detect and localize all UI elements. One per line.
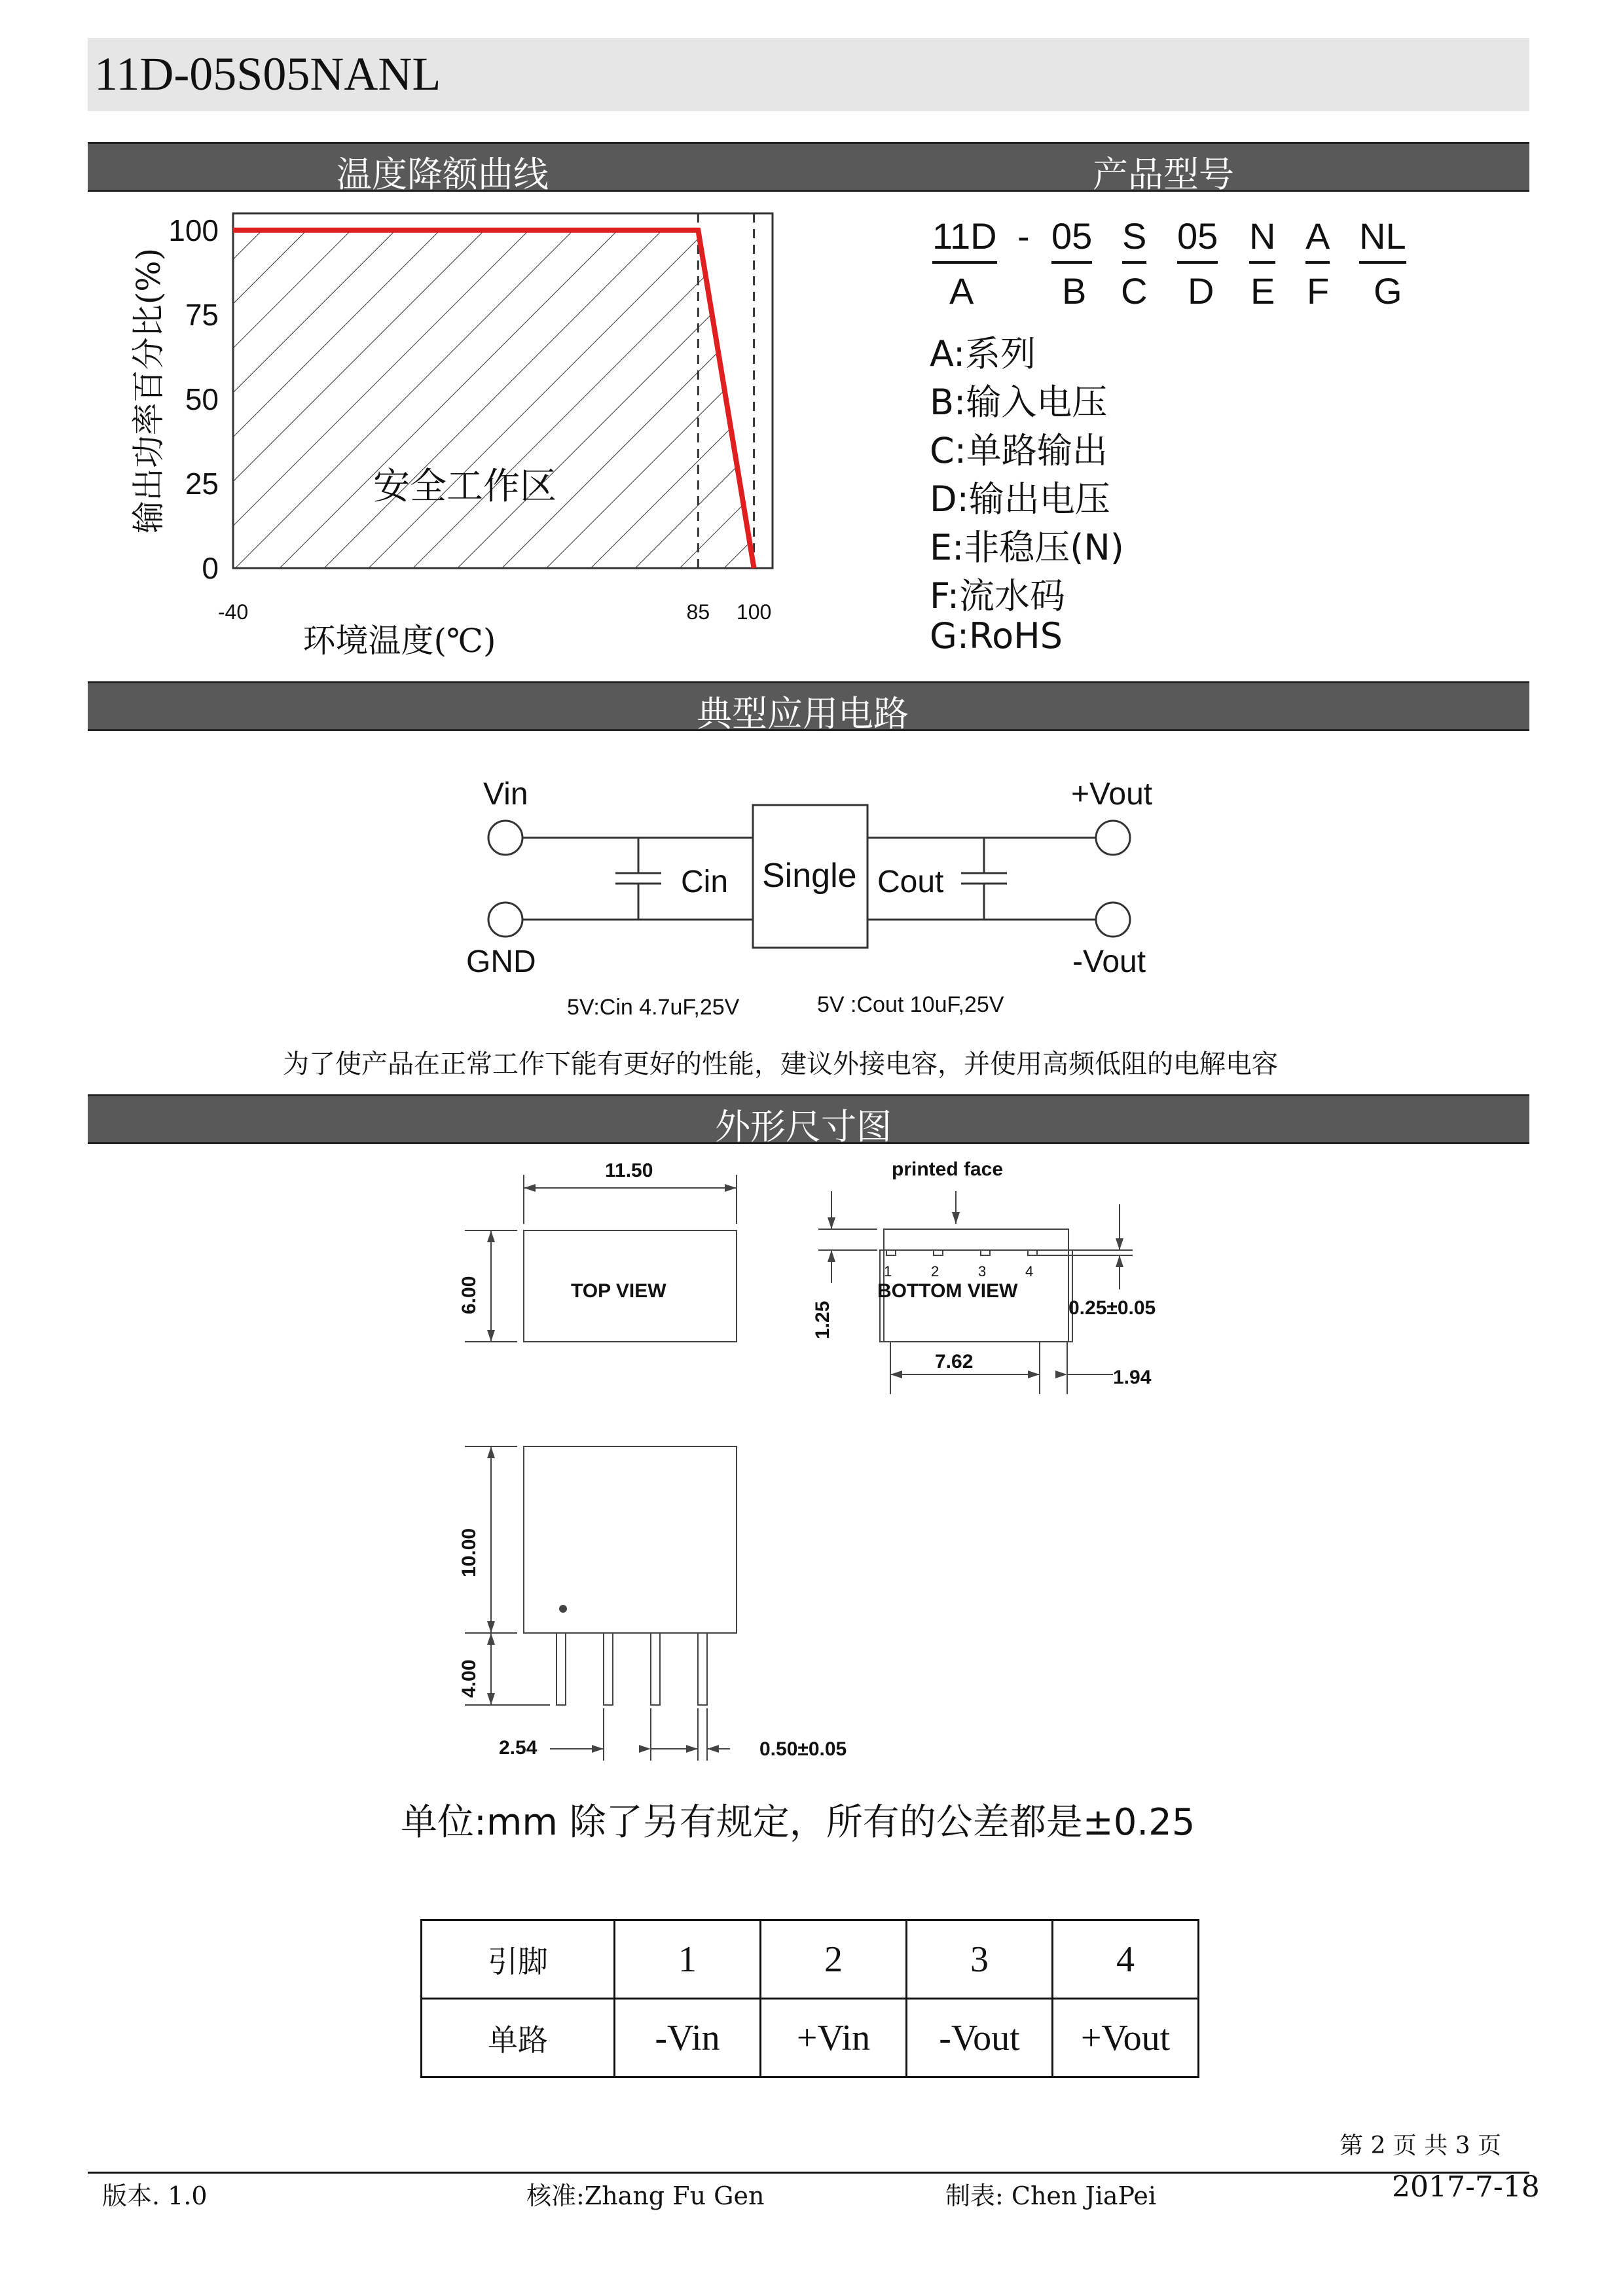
section-title-dimensions: 外形尺寸图 [715,1106,892,1147]
side-view-drawing [452,1433,884,1774]
single-row-label: 单路 [422,1999,615,2077]
pin-num-3: 3 [978,1263,987,1280]
legend-d: D:输出电压 [930,478,1110,520]
code-letter-e: E [1250,270,1275,312]
vout-neg-terminal [1096,903,1130,937]
pin-pad-4 [1028,1250,1037,1255]
pin-num-1: 1 [884,1263,892,1280]
section-header-dimensions [88,1094,1529,1147]
legend-b: B:输入电压 [930,382,1108,423]
pin-number-2: 2 [761,1920,907,1999]
y-tick-label: 25 [185,466,219,501]
vin-terminal [488,821,522,855]
pin-2 [604,1633,613,1705]
dim-width: 11.50 [605,1160,653,1181]
cin-label: Cin [681,865,729,899]
pin-num-2: 2 [931,1263,939,1280]
code-separator: - [1017,215,1030,257]
vout-pos-terminal [1096,821,1130,855]
footer-prepared: 制表: Chen JiaPei [945,2181,1157,2210]
pin-function-3: -Vout [907,1999,1053,2077]
page-number: 第 2 页 共 3 页 [1340,2132,1502,2159]
gnd-terminal [488,903,522,937]
pin-header-label: 引脚 [422,1920,615,1999]
pin-pad-2 [934,1250,943,1255]
document-title: 11D-05S05NANL [94,48,441,100]
footer-divider [88,2172,1529,2174]
code-letter-a: A [949,270,974,312]
x-axis-label: 环境温度(℃) [302,622,496,660]
pin-function-1: -Vin [615,1999,761,2077]
top-view-drawing [452,1152,766,1374]
table-row [422,1999,1199,2077]
pin-pad-3 [981,1250,990,1255]
dim-pin-pitch: 2.54 [499,1737,538,1759]
cout-label: Cout [877,865,944,899]
dim-height: 10.00 [458,1528,480,1577]
pin-number-4: 4 [1053,1920,1199,1999]
bottom-view-label: BOTTOM VIEW [877,1280,1018,1302]
gnd-label: GND [466,944,536,979]
cout-note: 5V :Cout 10uF,25V [817,992,1004,1017]
code-serial: A [1305,215,1330,264]
x-tick-label: 85 [686,600,710,624]
legend-g: G:RoHS [930,615,1063,656]
code-letter-d: D [1188,270,1214,312]
footer-approved: 核准:Zhang Fu Gen [526,2181,765,2210]
code-rohs: NL [1359,215,1406,264]
section-title-derating: 温度降额曲线 [337,154,549,195]
footer-date: 2017-7-18 [1392,2170,1540,2204]
title-bar [88,38,1529,111]
capacitor-advice: 为了使产品在正常工作下能有更好的性能，建议外接电容，并使用高频低阻的电解电容 [283,1049,1278,1079]
dim-pin-length: 4.00 [458,1659,480,1698]
code-output-type: S [1122,215,1146,264]
pin-table [420,1919,1199,2078]
code-series: 11D [932,215,997,264]
y-tick-label: 100 [168,213,219,247]
module-label: Single [762,857,857,895]
pin-num-4: 4 [1025,1263,1034,1280]
code-input-voltage: 05 [1051,215,1092,264]
cin-note: 5V:Cin 4.7uF,25V [567,995,740,1020]
x-tick-label: -40 [217,600,249,624]
unit-note: 单位:mm 除了另有规定，所有的公差都是±0.25 [401,1801,1195,1844]
pin-function-4: +Vout [1053,1999,1199,2077]
code-letter-f: F [1307,270,1330,312]
y-axis-label: 输出功率百分比(%) [130,247,168,534]
code-letter-b: B [1062,270,1087,312]
section-title-model: 产品型号 [1093,154,1234,195]
legend-e: E:非稳压(N) [930,527,1124,568]
safe-area-annotation: 安全工作区 [373,465,556,508]
vin-label: Vin [483,777,528,812]
vout-pos-label: +Vout [1071,777,1153,812]
safe-area-fill [233,230,754,568]
y-tick-label: 75 [185,297,219,332]
section-header-derating-model [88,142,1529,195]
table-row [422,1920,1199,1999]
code-letter-c: C [1121,270,1148,312]
pin-function-2: +Vin [761,1999,907,2077]
pin-3 [651,1633,660,1705]
legend-a: A:系列 [930,333,1036,374]
pin1-marker [559,1605,567,1613]
y-tick-label: 0 [202,551,219,585]
code-regulation: N [1249,215,1275,264]
legend-c: C:单路输出 [930,430,1108,471]
printed-face-label: printed face [892,1158,1004,1180]
pin-4 [698,1633,707,1705]
dim-edge-offset: 1.94 [1113,1367,1152,1388]
section-header-circuit [88,681,1529,734]
side-view-body [524,1446,737,1633]
pin-1 [556,1633,566,1705]
dim-pin-thickness: 0.25±0.05 [1068,1297,1156,1319]
pin-pad-1 [886,1250,896,1255]
legend-f: F:流水码 [930,575,1066,617]
section-title-circuit: 典型应用电路 [697,693,909,734]
vout-neg-label: -Vout [1072,944,1146,979]
dim-pin-row-offset: 1.25 [812,1300,833,1339]
x-tick-label: 100 [736,600,772,624]
y-tick-label: 50 [185,382,219,416]
dim-depth: 6.00 [458,1276,480,1314]
footer-version: 版本. 1.0 [102,2181,208,2210]
derating-chart [118,196,812,668]
pin-number-3: 3 [907,1920,1053,1999]
top-view-label: TOP VIEW [571,1280,666,1302]
code-output-voltage: 05 [1177,215,1218,264]
pin-number-1: 1 [615,1920,761,1999]
dim-pin-span: 7.62 [935,1351,974,1372]
code-letter-g: G [1374,270,1402,312]
dim-pin-width: 0.50±0.05 [759,1738,847,1760]
